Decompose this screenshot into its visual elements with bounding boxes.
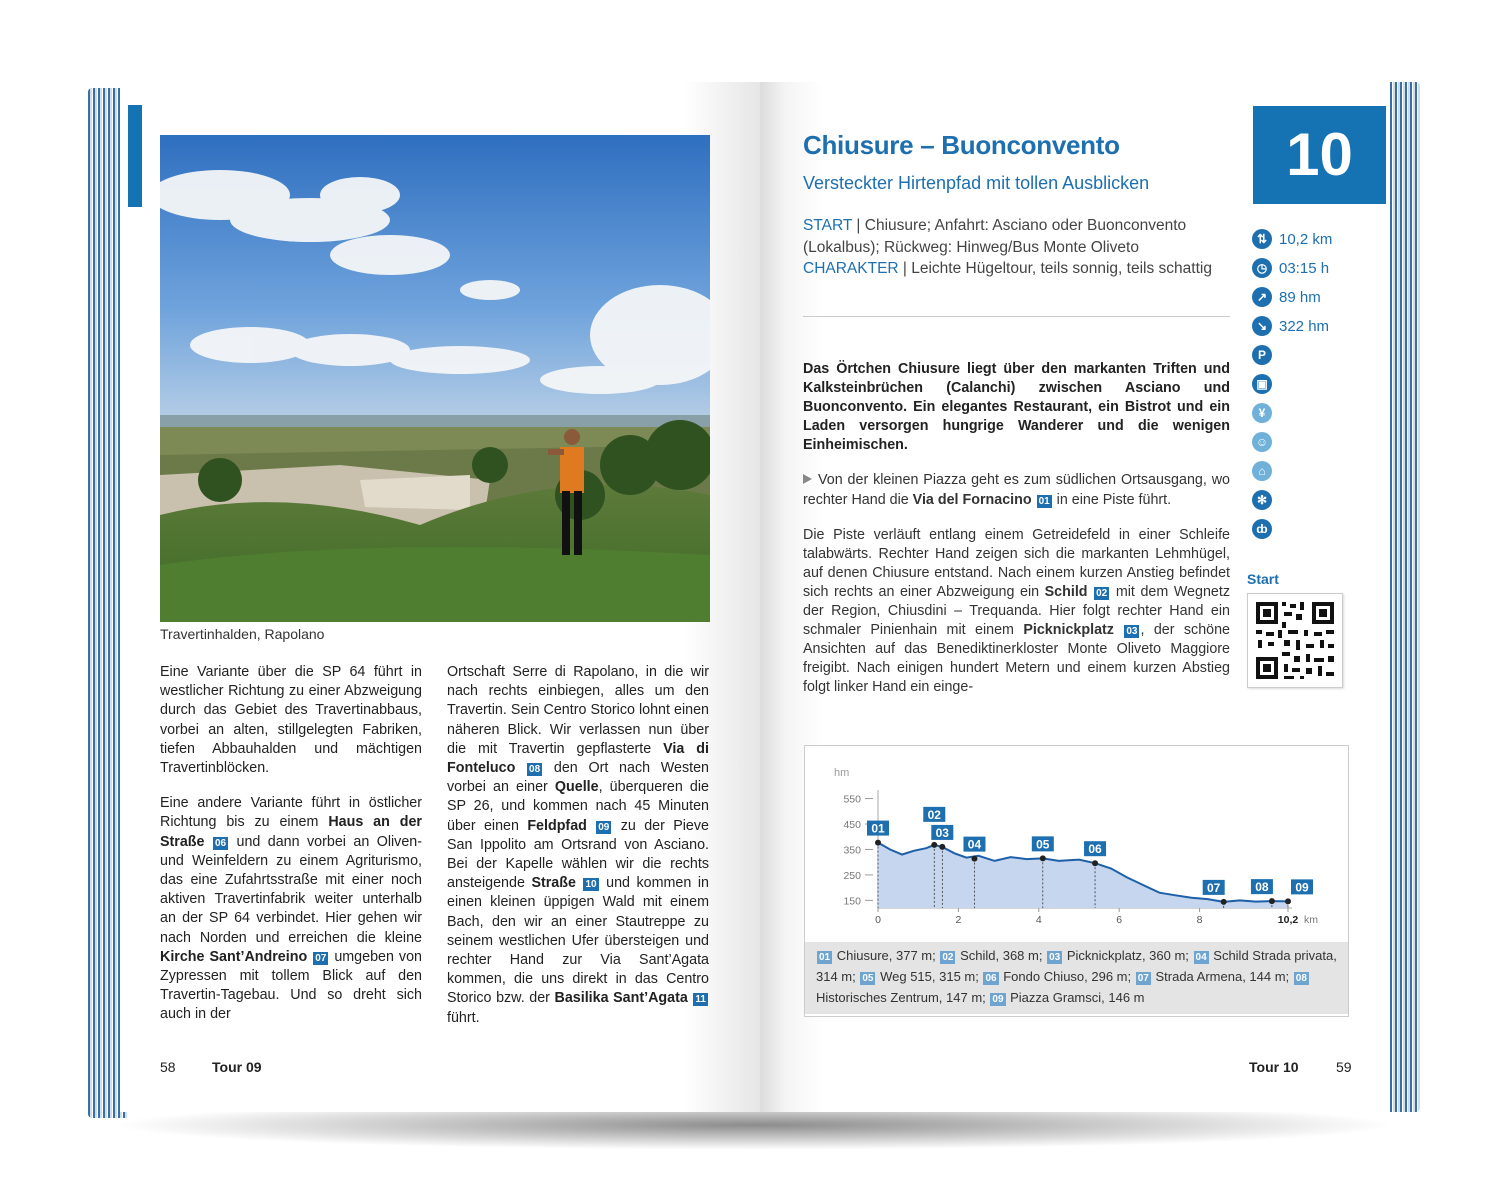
waypoint-dot (1269, 898, 1275, 904)
chapter-tab-left (128, 105, 142, 207)
waypoint-label: 01 (871, 821, 885, 836)
paragraph: Ortschaft Serre di Rapolano, in die wir nach rechts einbiegen, alles um den Travertin. Sein Centro Storico lohnt einen näheren Blick. Wir verlassen nun über die mit Travertin gepflasterte Via di Fonteluco 08 den Ort nach Westen vorbei an einer Quelle, überqueren die SP 26, und kommen nach 45 Minuten über einen Feldpfad 09 zu der Pieve San Ippolito am Ortsrand von Asciano. Bei der Kapelle wählen wir die rechts ansteigende Straße 10 und kommen in einen kleinen üppigen Wald mit einem Bach, den wir an einer Stautreppe zu seinem westlichen Ufer übersteigen und rechter Hand zur Via Sant’Agata kommen, die uns direkt in das Centro Storico bzw. der Basilika Sant’Agata 11 führt. (447, 664, 709, 1026)
legend-marker: 01 (819, 952, 831, 963)
divider (803, 316, 1230, 317)
x-tick-label: 8 (1196, 914, 1203, 926)
waypoint-label: 02 (927, 807, 941, 822)
play-arrow-icon (803, 474, 812, 484)
distance-icon: ⇅ (1252, 229, 1272, 249)
waypoint-dot (1221, 899, 1227, 905)
x-tick-label: 0 (875, 914, 881, 926)
legend-marker: 04 (1195, 952, 1207, 963)
waypoint-dot (1285, 898, 1291, 904)
photo-caption: Travertinhalden, Rapolano (160, 626, 325, 642)
stat-duration: ◷ 03:15 h (1252, 257, 1329, 279)
tour-meta: START | Chiusure; Anfahrt: Asciano oder Buonconvento (Lokalbus); Rückweg: Hinweg/Bus Monte Oliveto CHARAKTER | Leichte Hügeltour, teils sonnig, teils schattig (803, 217, 1212, 277)
left-column-1 (160, 663, 422, 1041)
descent-icon: ↘ (1252, 316, 1272, 336)
waypoint-marker: 10 (585, 879, 597, 891)
tour-number-box: 10 (1253, 106, 1386, 204)
x-axis-label: km (1304, 914, 1318, 926)
legend-marker: 07 (1137, 973, 1149, 984)
waypoint-label: 04 (967, 837, 982, 852)
x-tick-label: 2 (955, 914, 962, 926)
page-number-right: 59 (1336, 1059, 1352, 1075)
waypoint-marker: 03 (1126, 626, 1138, 638)
legend-marker: 02 (942, 952, 954, 963)
bus-icon: ▣ (1252, 374, 1272, 394)
waypoint-marker: 07 (315, 952, 327, 964)
winter-feature (1252, 489, 1272, 511)
waypoint-dot (971, 856, 977, 862)
legend-entry: Strada Armena, 144 m; (1151, 969, 1293, 984)
left-column-2 (447, 663, 709, 1044)
landscape-photo (160, 135, 710, 622)
bike-feature (1252, 518, 1272, 540)
paragraph: Von der kleinen Piazza geht es zum südlichen Ortsausgang, wo rechter Hand die Via del Fornacino 01 in eine Piste führt. (803, 472, 1230, 508)
intro-paragraph: Das Örtchen Chiusure liegt über den markanten Triften und Kalksteinbrüchen (Calanchi) zwischen Asciano und Buonconvento. Ein elegantes Restaurant, ein Bistrot und ein Laden versorgen hungrige Wanderer und die wenigen Einheimischen. (803, 361, 1230, 454)
kids-feature (1252, 431, 1272, 453)
waypoint-label: 07 (1207, 880, 1221, 895)
paragraph: Die Piste verläuft entlang einem Getreidefeld in einer Schleife talabwärts. Rechter Hand zeigen sich die markanten Lehmhügel, auf denen Chiusure entstand. Nach einem kurzen Anstieg befindet sich rechts an einer Abzweigung ein Schild 02 mit dem Wegnetz der Region, Chiusdini – Trequanda. Hier folgt rechter Hand ein schmaler Pinienhain mit einem Picknickplatz 03 , der schöne Ansichten auf das Benediktinerkloster Monte Oliveto Maggiore freigibt. Nach einigen hundert Metern und einem kurzen Abstieg folgt linker Hand ein einge- (803, 526, 1230, 696)
stat-ascent: ↗ 89 hm (1252, 286, 1321, 308)
restaurant-feature (1252, 402, 1272, 424)
waypoint-marker: 02 (1096, 587, 1108, 599)
paragraph: Eine andere Variante führt in östlicher Richtung bis zu einem Haus an der Straße 06 und dann vorbei an Oliven- und Weinfeldern zu einem Agriturismo, das eine Zufahrtsstraße mit einer noch aktiven Travertinfabrik weiter unterhalb an der SP 64 verbindet. Hier gehen wir nach Norden und erreichen die kleine Kirche Sant’Andreino 07 umgeben von Zypressen mit tollem Blick auf den Travertin-Tagebau. Und so dreht sich auch in der (160, 795, 422, 1023)
bus-feature (1252, 373, 1272, 395)
x-tick-label: 10,2 (1277, 914, 1299, 926)
legend-entry: Picknickplatz, 360 m; (1063, 948, 1193, 963)
waypoint-label: 05 (1036, 837, 1050, 852)
elevation-profile-svg (805, 746, 1348, 942)
snowflake-icon: ✻ (1252, 490, 1272, 510)
charakter-label: CHARAKTER (803, 260, 899, 277)
waypoint-dot (931, 842, 937, 848)
bear-face-icon: ☺ (1252, 432, 1272, 452)
waypoint-legend (805, 942, 1348, 1014)
gondola-icon: ⌂ (1252, 461, 1272, 481)
legend-marker: 05 (862, 973, 874, 984)
y-tick-label: 250 (843, 869, 861, 882)
stat-distance: ⇅ 10,2 km (1252, 228, 1332, 250)
tour-label-right: Tour 10 (1249, 1059, 1299, 1075)
page-number-left: 58 (160, 1059, 176, 1075)
bicycle-icon: ȸ (1252, 519, 1272, 539)
waypoint-label: 08 (1255, 880, 1269, 895)
y-tick-label: 550 (843, 793, 861, 806)
tour-label-left: Tour 09 (212, 1059, 262, 1075)
tour-subtitle: Versteckter Hirtenpfad mit tollen Ausblicken (803, 173, 1150, 193)
legend-marker: 06 (985, 973, 997, 984)
waypoint-label: 09 (1295, 880, 1309, 895)
legend-entry: Schild, 368 m; (956, 948, 1047, 963)
x-tick-label: 6 (1116, 914, 1123, 926)
waypoint-dot (939, 844, 945, 850)
stat-descent: ↘ 322 hm (1252, 315, 1329, 337)
parking-icon: P (1252, 345, 1272, 365)
legend-entry: Schild Strada privata, 314 m; (816, 948, 1337, 984)
waypoint-marker: 08 (529, 764, 541, 776)
right-body-text (803, 360, 1230, 714)
y-axis-label: hm (834, 767, 850, 779)
legend-marker: 09 (992, 994, 1004, 1005)
qr-code[interactable] (1247, 593, 1343, 688)
tour-title: Chiusure – Buonconvento (803, 130, 1120, 160)
clock-icon: ◷ (1252, 258, 1272, 278)
waypoint-label: 06 (1088, 842, 1102, 857)
legend-entry: Weg 515, 315 m; (876, 969, 983, 984)
waypoint-dot (1040, 855, 1046, 861)
qr-start-label: Start (1247, 571, 1279, 587)
legend-entry: Chiusure, 377 m; (833, 948, 940, 963)
ascent-icon: ↗ (1252, 287, 1272, 307)
legend-marker: 08 (1295, 973, 1307, 984)
waypoint-marker: 06 (214, 837, 227, 849)
legend-entry: Piazza Gramsci, 146 m (1006, 990, 1145, 1005)
y-tick-label: 150 (843, 895, 861, 908)
elevation-chart (804, 745, 1349, 1017)
x-tick-label: 4 (1035, 914, 1042, 926)
y-tick-label: 350 (843, 844, 861, 857)
waypoint-marker: 01 (1038, 495, 1050, 507)
y-tick-label: 450 (843, 819, 861, 831)
cablecar-feature (1252, 460, 1272, 482)
waypoint-dot (875, 840, 881, 846)
start-label: START (803, 217, 853, 234)
paragraph: Eine Variante über die SP 64 führt in westlicher Richtung zu einer Abzweigung durch das Gebiet des Travertinabbaus, vorbei an alten, stillgelegten Fabriken, tiefen Abbauhalden und mächtigen Travertinblöcken. (160, 664, 422, 777)
waypoint-marker: 09 (598, 821, 610, 833)
cutlery-icon: ¥ (1252, 403, 1272, 423)
waypoint-label: 03 (935, 825, 949, 840)
qr-code-icon (1248, 594, 1342, 687)
legend-entry: Fondo Chiuso, 296 m; (999, 969, 1135, 984)
elevation-area (878, 843, 1288, 908)
waypoint-marker: 11 (695, 994, 706, 1006)
waypoint-dot (1092, 860, 1098, 866)
parking-feature (1252, 344, 1272, 366)
legend-marker: 03 (1049, 952, 1061, 963)
legend-entry: Historisches Zentrum, 147 m; (816, 990, 990, 1005)
